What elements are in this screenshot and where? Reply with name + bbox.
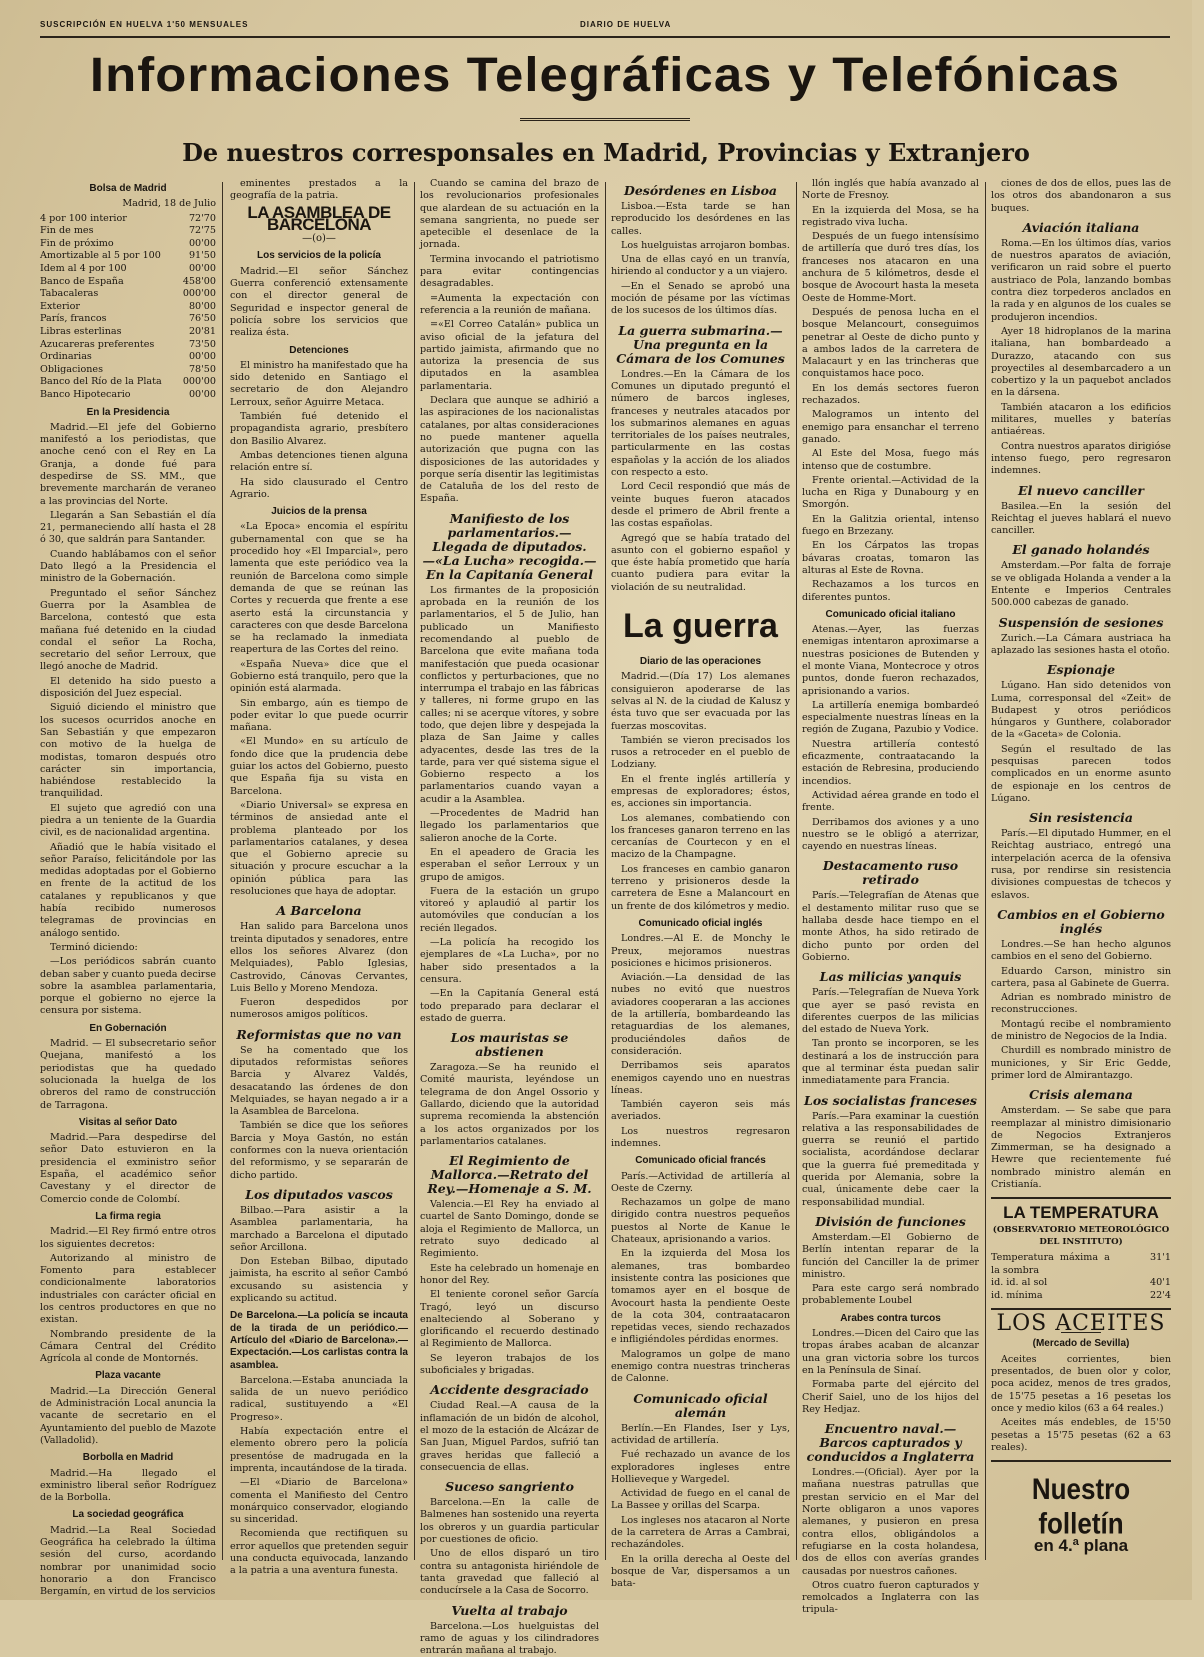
paragraph: Zurich.—La Cámara austriaca ha aplazado las sesiones hasta el otoño. [991,633,1171,658]
paragraph: También se dice que los señores Barcia y Moya Gastón, no están conformes con la nueva orientación del reformismo, y se separarán de dicho partido. [230,1120,408,1181]
paragraph: Cuando hablábamos con el señor Dato llegó a la Presidencia el ministro de la Gobernación. [40,549,216,586]
paragraph: También se vieron precisados los rusos a retroceder en el pueblo de Lodziany. [611,735,790,772]
section-heading: Los mauristas se abstienen [420,1031,599,1059]
market-row [40,213,216,226]
paragraph: También fué detenido el propagandista agrario, presbítero don Basilio Alvarez. [230,411,408,448]
paragraph: Aceites corrientes, bien presentados, de buen olor y color, poca acidez, menos de tres grados, de 15'75 pesetas a 16 pesetas los once y medio kilos (63 a 64 reales.) [991,1354,1171,1415]
title-ornament [520,118,690,121]
section-heading: Juicios de la prensa [230,506,408,518]
section-heading: Bolsa de Madrid [40,183,216,195]
temperature-value: 22'4 [1110,1290,1171,1303]
paragraph: Montagú recibe el nombramiento de ministro de Negocios de la India. [991,1019,1171,1044]
section-heading: Borbolla en Madrid [40,1452,216,1464]
temperature-label: Temperatura máxima a la sombra [991,1252,1110,1277]
market-row [40,276,216,289]
paragraph: Rechazamos a los turcos en diferentes puntos. [802,579,979,604]
market-value: 78'50 [178,364,216,377]
paragraph: Madrid.—(Día 17) Los alemanes consiguieron apoderarse de las selvas al N. de la ciudad de Kalusz y ésta tuvo que ser evacuada por las fuerzas moscovitas. [611,671,790,732]
paragraph: Otros cuatro fueron capturados y remolcados a Inglaterra con las tripula- [802,1580,979,1617]
section-heading: El ganado holandés [991,543,1171,557]
column-3 [420,178,599,1558]
paragraph: Contra nuestros aparatos dirigióse intenso fuego, pero regresaron indemnes. [991,441,1171,478]
paragraph: Madrid.—La Real Sociedad Geográfica ha celebrado la última sesión del curso, acordando nombrar por unanimidad socio honorario a don Francisco Bergamín, en virtud de los servicios [40,1525,216,1599]
paragraph: Madrid.—Para despedirse del señor Dato estuvieron en la presidencia el exministro señor España, el académico señor Cavestany y el director de Comercio conde de Colombí. [40,1132,216,1206]
paragraph: Los ingleses nos atacaron al Norte de la carretera de Arras a Cambrai, rechazándoles. [611,1515,790,1552]
paragraph: Según el resultado de las pesquisas parecen todos complicados en un enorme asunto de espionaje en los centros de Lúgano. [991,744,1171,805]
column-4 [611,178,790,1558]
column-2 [230,178,408,1558]
temperature-table [991,1252,1171,1302]
section-heading: Comunicado oficial italiano [802,609,979,621]
column-divider [414,182,415,1560]
paragraph: Adrian es nombrado ministro de reconstrucciones. [991,992,1171,1017]
market-name: Obligaciones [40,364,178,377]
paragraph: En la izquierda del Mosa los alemanes, tras bombardeo insistente contra las posiciones que tomamos ayer en el bosque de Avocourt hasta la pendiente Oeste de la cota 304, contraatacaron repetidas veces, siendo rechazados e infligiéndoles pérdidas enormes. [611,1248,790,1346]
section-heading: La guerra submarina.—Una pregunta en la Cámara de los Comunes [611,324,790,366]
paragraph: Declara que aunque se adhirió a las aspiraciones de los nacionalistas catalanes, por altas consideraciones no puede mantener aquella autorización que pugna con las disposiciones de las autoridades y porque sería disentir las legitimistas de Cataluña de los del resto de España. [420,395,599,506]
oil-title: LOS ACEITES [991,1318,1171,1330]
paragraph: Termina invocando el patriotismo para evitar contingencias desagradables. [420,254,599,291]
paragraph: En los demás sectores fueron rechazados. [802,383,979,408]
market-row [40,263,216,276]
subscription-note: SUSCRIPCIÓN EN HUELVA 1'50 MENSUALES [40,20,248,29]
paragraph: =Aumenta la expectación con referencia a la reunión de mañana. [420,293,599,318]
paragraph: El ministro ha manifestado que ha sido detenido en Santiago el secretario de don Alejandro Lerroux, señor Aguirre Metaca. [230,360,408,409]
market-value: 00'00 [178,238,216,251]
paragraph: llón inglés que había avanzado al Norte de Fresnoy. [802,178,979,203]
market-name: París, francos [40,313,178,326]
section-heading: Visitas al señor Dato [40,1117,216,1129]
paragraph: En los Cárpatos las tropas bávaras croatas, tomaron las alturas al Este de Rovna. [802,540,979,577]
paragraph: —Los periódicos sabrán cuanto deban saber y cuanto pueda decirse sobre la asamblea parlamentaria, porque el gobierno no ejerce la censura por sistema. [40,956,216,1017]
temperature-value: 31'1 [1110,1252,1171,1277]
section-heading: División de funciones [802,1215,979,1229]
paragraph: Fuera de la estación un grupo vitoreó y aplaudió al partir los automóviles que conducían a los recién llegados. [420,886,599,935]
market-name: Amortizable al 5 por 100 [40,250,178,263]
ornament: —(o)— [230,233,408,245]
market-value: 76'50 [178,313,216,326]
section-heading: Comunicado oficial inglés [611,918,790,930]
paragraph: París.—Telegrafían de Nueva York que ayer se pasó revista en diferentes cuerpos de las milicias del estado de Nueva York. [802,987,979,1036]
paragraph: «La Epoca» encomia el espíritu gubernamental con que se ha procedido hoy «El Imparcial», pero lamenta que este periódico vea la reunión de Barcelona como simple demanda de que se reúnan las Cortes y recuerda que frente a ese aserto está la circunstancia y caracteres con que desde Barcelona se ha reclamado la inmediata reapertura de las Cortes del reino. [230,521,408,656]
section-heading: Sin resistencia [991,811,1171,825]
paragraph: Añadió que le había visitado el señor Paraíso, felicitándole por las medidas adoptadas por el Gobierno en frente de la actitud de los catalanes y republicanos y que había recibido numerosos telegramas de provincias en análogo sentido. [40,842,216,940]
paragraph: Derribamos dos aviones y a uno nuestro se le obligó a aterrizar, cayendo en nuestras líneas. [802,817,979,854]
market-row [40,288,216,301]
section-heading: Vuelta al trabajo [420,1604,599,1618]
paragraph: Barcelona.—Los huelguistas del ramo de aguas y los cilindradores entrarán mañana al trabajo. [420,1621,599,1657]
paragraph: Lúgano. Han sido detenidos von Luma, corresponsal del «Zeit» de Budapest y otros periódicos húngaros y Gunthere, colaborador de la «Gaceta» de Colonia. [991,680,1171,741]
paragraph: Los firmantes de la proposición aprobada en la reunión de los parlamentarios, el 5 de Julio, han publicado un Manifiesto recomendando al pueblo de Barcelona que evite mañana toda manifestación que pueda ocasionar conflictos y perturbaciones, que no interrumpa el trabajo en las fábricas y talleres, ni forme grupo en las calles; ni se acerque vítores, y sobre todo, que dejen libre y despejada la plaza de San Jaime y calles adyacentes, desde las tres de la tarde, para ver qué sistema sigue el Gobierno respecto a los parlamentarios cuando vayan a acudir a la Asamblea. [420,585,599,806]
market-row [40,376,216,389]
paragraph: Madrid. — El subsecretario señor Quejana, manifestó a los periodistas que ha quedado solucionada la huelga de los obreros del ramo de construcción de Tarragona. [40,1038,216,1112]
paragraph: Cuando se camina del brazo de los revolucionarios profesionales que alardean de su actuación en la semana sangrienta, no puede ser apetecible el desenlace de la jornada. [420,178,599,252]
market-name: Banco Hipotecario [40,389,178,402]
column-divider [985,182,986,1560]
paragraph: Siguió diciendo el ministro que los sucesos ocurridos anoche en San Sebastián y que empezaron con motivo de la huelga de modistas, tomaron después otro carácter sin importancia, habiéndose restablecido la tranquilidad. [40,702,216,800]
market-row [40,326,216,339]
market-name: Azucareras preferentes [40,339,178,352]
paragraph: Londres.—En la Cámara de los Comunes un diputado preguntó el número de barcos ingleses, franceses y neutrales atacados por los submarinos alemanes en aguas territoriales de los países neutrales, particularmente en las costas españolas y la acción de los aliados con respecto a esto. [611,369,790,480]
paragraph: También cayeron seis más averiados. [611,1099,790,1124]
paragraph: Ciudad Real.—A causa de la inflamación de un bidón de alcohol, el mozo de la estación de Alcázar de San Juan, Miguel Pardos, sufrió tan graves heridas que falleció a consecuencia de ellas. [420,1400,599,1474]
paragraph: En la izquierda del Mosa, se ha registrado viva lucha. [802,205,979,230]
paragraph: Uno de ellos disparó un tiro contra su antagonista hiriéndole de tanta gravedad que falleció al conducírsele a la Casa de Socorro. [420,1548,599,1597]
market-value: 20'81 [178,326,216,339]
paragraph: Había expectación entre el elemento obrero pero la policía presentóse de madrugada en la imprenta, incautándose de la tirada. [230,1426,408,1475]
section-heading: Comunicado oficial francés [611,1155,790,1167]
paragraph: París.—Telegrafían de Atenas que el destamento militar ruso que se hallaba desde hace tiempo en el monte Athos, ha sido retirado de dicho punto por orden del Gobierno. [802,890,979,964]
paragraph: Nuestra artillería contestó eficazmente, contraatacando la estación de Rebresina, produciendo incendios. [802,739,979,788]
section-heading: El Regimiento de Mallorca.—Retrato del Rey.—Homenaje a S. M. [420,1154,599,1196]
war-headline: La guerra [611,606,790,646]
section-heading: En Gobernación [40,1023,216,1035]
temperature-value: 40'1 [1110,1277,1171,1290]
section-heading: Detenciones [230,345,408,357]
paragraph: París.—Para examinar la cuestión relativa a las responsabilidades de guerra se reunió el partido socialista, acordándose declarar que la guerra fué premeditada y querida por Alemania, sobre la cual, únicamente debe caer la responsabilidad mundial. [802,1111,979,1209]
market-value: 00'00 [178,389,216,402]
paragraph: —La policía ha recogido los ejemplares de «La Lucha», por no haber sido presentados a la censura. [420,937,599,986]
market-name: 4 por 100 interior [40,213,178,226]
paragraph: Eduardo Carson, ministro sin cartera, pasa al Gabinete de Guerra. [991,966,1171,991]
market-table [40,213,216,402]
market-row [40,250,216,263]
market-name: Fin de próximo [40,238,178,251]
paragraph: También atacaron a los edificios militares, muelles y baterías antiaéreas. [991,402,1171,439]
section-heading: Accidente desgraciado [420,1383,599,1397]
paragraph: Malogramos un intento del enemigo para ensanchar el terreno ganado. [802,409,979,446]
paragraph: Actividad aérea grande en todo el frente. [802,790,979,815]
section-heading: Suceso sangriento [420,1480,599,1494]
page-title: Informaciones Telegráficas y Telefónicas [6,36,1204,116]
temperature-source: (OBSERVATORIO METEOROLÓGICO DEL INSTITUTO) [991,1224,1171,1249]
section-heading: La sociedad geográfica [40,1509,216,1521]
paragraph: En el frente inglés artillería y empresas de exploradores; éstos, es, acciones sin importancia. [611,774,790,811]
divider [991,1460,1171,1462]
paragraph: Los huelguistas arrojaron bombas. [611,240,790,252]
section-heading: Crisis alemana [991,1088,1171,1102]
market-name: Libras esterlinas [40,326,178,339]
paragraph: Aviación.—La densidad de las nubes no evitó que nuestros aviadores cooperaran a las acciones de la artillería, bombardeando las retaguardias de los alemanes, produciéndoles daños de consideración. [611,972,790,1058]
paragraph: —El «Diario de Barcelona» comenta el Manifiesto del Centro monárquico conservador, elogiando su sinceridad. [230,1477,408,1526]
column-1 [40,178,216,1558]
section-heading: Arabes contra turcos [802,1313,979,1325]
section-heading: Diario de las operaciones [611,656,790,668]
section-heading: (Mercado de Sevilla) [991,1338,1171,1350]
paragraph: París.—El diputado Hummer, en el Reichtag austriaco, entregó una interpelación acerca de la ofensiva rusa, por rendirse sin resistencia divisiones compuestas de tchecos y eslavos. [991,828,1171,902]
paragraph: El detenido ha sido puesto a disposición del Juez especial. [40,676,216,701]
paragraph: Después de un fuego intensísimo de artillería que duró tres días, los franceses nos atacaron en una anchura de 5 kilómetros, desde el bosque de Avocourt hasta la meseta Oeste de Homme-Mort. [802,231,979,305]
paragraph: =«El Correo Catalán» publica un aviso oficial de la jefatura del partido jaimista, afirmando que no autoriza la presencia de sus diputados en la asamblea parlamentaria. [420,319,599,393]
market-name: Ordinarias [40,351,178,364]
market-name: Fin de mes [40,225,178,238]
market-value: 000'00 [178,376,216,389]
paragraph: Se ha comentado que los diputados reformistas señores Barcia y Alvarez Valdés, desacatando las órdenes de don Melquiades, se hayan negado a ir a la Asamblea de Barcelona. [230,1045,408,1119]
section-heading: Las milicias yanquis [802,970,979,984]
paragraph: Autorizando al ministro de Fomento para establecer condicionalmente laboratorios industriales con carácter oficial en los centros productores en que no existan. [40,1253,216,1327]
section-heading: Espionaje [991,663,1171,677]
paragraph: Zaragoza.—Se ha reunido el Comité maurista, leyéndose un telegrama de don Angel Ossorio y Gallardo, diciendo que la autoridad suprema recomienda la abstención a los actos organizados por los parlamentarios catalanes. [420,1062,599,1148]
paragraph: Ayer 18 hidroplanos de la marina italiana, han bombardeado a Durazzo, atacando con sus proyectiles al desembarcadero a un cobertizo y la un paquebot anclados en la dársena. [991,326,1171,400]
section-heading: El nuevo canciller [991,484,1171,498]
paragraph: Basilea.—En la sesión del Reichtag el jueves hablará el nuevo canciller. [991,501,1171,538]
dateline: Madrid, 18 de Julio [40,198,216,210]
paragraph: Lisboa.—Esta tarde se han reproducido los desórdenes en las calles. [611,201,790,238]
section-heading: La firma regia [40,1211,216,1223]
market-value: 00'00 [178,263,216,276]
paragraph: Lord Cecil respondió que más de veinte buques fueron atacados desde el primero de Abril frente a las costas españolas. [611,481,790,530]
paragraph: —En el Senado se aprobó una moción de pésame por las víctimas de los sucesos de los últimos días. [611,281,790,318]
paragraph: La artillería enemiga bombardeó especialmente nuestras líneas en la región de Zugana, Pazubio y Vodice. [802,700,979,737]
section-heading: De Barcelona.—La policía se incauta de la tirada de un periódico.—Artículo del «Diario de Barcelona».—Expectación.—Los carlistas contra la asamblea. [230,1310,408,1371]
paragraph: Llegarán a San Sebastián el día 21, permaneciendo allí hasta el 28 ó 30, que saldrán para Santander. [40,510,216,547]
section-heading: Destacamento ruso retirado [802,859,979,887]
market-value: 458'00 [178,276,216,289]
paragraph: Bilbao.—Para asistir a la Asamblea parlamentaria, ha marchado a Barcelona el diputado señor Arcillona. [230,1205,408,1254]
column-5 [802,178,979,1558]
market-value: 00'00 [178,351,216,364]
paragraph: Valencia.—El Rey ha enviado al cuartel de Santo Domingo, donde se aloja el Regimiento de Mallorca, un retrato suyo dedicado al Regimiento. [420,1199,599,1260]
paragraph: —Procedentes de Madrid han llegado los parlamentarios que salieron anoche de la Corte. [420,808,599,845]
paragraph: Don Esteban Bilbao, diputado jaimista, ha escrito al señor Cambó excusando su asistencia y explicando su actitud. [230,1256,408,1305]
paragraph: Ambas detenciones tienen alguna relación entre sí. [230,450,408,475]
paragraph: Los nuestros regresaron indemnes. [611,1126,790,1151]
paragraph: Rechazamos un golpe de mano dirigido contra nuestros pequeños puestos al Norte de Kanue le Chateaux, aprisionando a varios. [611,1197,790,1246]
paragraph: Londres.—Se han hecho algunos cambios en el seno del Gobierno. [991,939,1171,964]
market-name: Banco del Río de la Plata [40,376,178,389]
masthead-note: DIARIO DE HUELVA [580,20,671,29]
section-heading: Desórdenes en Lisboa [611,184,790,198]
paragraph: Amsterdam.—El Gobierno de Berlín intentan reparar de la función del Canciller la de primer ministro. [802,1232,979,1281]
paragraph: Se leyeron trabajos de los suboficiales y brigadas. [420,1353,599,1378]
serial-notice: Nuestro folletín [991,1472,1171,1541]
serial-page: en 4.ª plana [991,1540,1171,1552]
market-value: 72'75 [178,225,216,238]
paragraph: Frente oriental.—Actividad de la lucha en Riga y Dunabourg y en Smorgón. [802,475,979,512]
temperature-label: id. mínima [991,1290,1110,1303]
paragraph: Agregó que se había tratado del asunto con el gobierno español y que éste había prometido que haría cuanto pudiera para evitar la violación de su neutralidad. [611,533,790,594]
paragraph: Preguntado el señor Sánchez Guerra por la Asamblea de Barcelona, contestó que esta mañana fué detenido en la ciudad condal el señor La Rocha, secretario del señor Lerroux, que llegó anoche de Madrid. [40,588,216,674]
paragraph: Atenas.—Ayer, las fuerzas enemigas intentaron aproximarse a nuestras posiciones de Butenden y el monte Viana, Montecroce y otros puntos, donde fueron rechazados, aprisionando a varios. [802,624,979,698]
market-row [40,301,216,314]
market-value: 80'00 [178,301,216,314]
paragraph: Churdill es nombrado ministro de municiones, y Sir Eric Gedde, primer lord de Almirantazgo. [991,1045,1171,1082]
column-divider [796,182,797,1560]
section-heading: Los diputados vascos [230,1188,408,1202]
paragraph: Los alemanes, combatiendo con los franceses ganaron terreno en las cercanías de Courtecon y en el macizo de la Champagne. [611,813,790,862]
paragraph: Los franceses en cambio ganaron terreno y prisioneros desde la carretera de Esne a Malancourt en un frente de dos kilómetros y medio. [611,864,790,913]
market-row [40,389,216,402]
market-value: 73'50 [178,339,216,352]
temperature-title: LA TEMPERATURA [991,1207,1171,1219]
market-value: 000'00 [178,288,216,301]
temperature-row [991,1290,1171,1303]
paragraph: Londres.—(Oficial). Ayer por la mañana nuestras patrullas que prestan servicio en el Mar del Norte obligaron a unos vapores alemanes, y pusieron en presa contra ellos, obligándolos a refugiarse en la costa holandesa, dos de ellos con averías grandes causadas por nuestros cañones. [802,1467,979,1578]
paragraph: Amsterdam. — Se sabe que para reemplazar al ministro dimisionario de Negocios Extranjeros Zimmerman, se ha designado a Hewre que recientemente fué nombrado ministro alemán en Cristianía. [991,1105,1171,1191]
paragraph: «Diario Universal» se expresa en términos de ansiedad ante el problema planteado por los parlamentarios catalanes, y desea que el Gobierno aprecie su situación y procure escuchar a la opinión pública para las resoluciones que haya de adoptar. [230,800,408,898]
paragraph: Madrid.—Ha llegado el exministro liberal señor Rodríguez de la Borbolla. [40,1468,216,1505]
temperature-row [991,1252,1171,1277]
section-heading: Plaza vacante [40,1370,216,1382]
market-value: 72'70 [178,213,216,226]
paragraph: Madrid.—El Rey firmó entre otros los siguientes decretos: [40,1226,216,1251]
section-heading: Encuentro naval.—Barcos capturados y conducidos a Inglaterra [802,1422,979,1464]
temperature-label: id. id. al sol [991,1277,1110,1290]
paragraph: Nombrando presidente de la Cámara Central del Crédito Agrícola al conde de Montornés. [40,1329,216,1366]
paragraph: «España Nueva» dice que el Gobierno está tranquilo, pero que la opinión está alarmada. [230,659,408,696]
paragraph: París.—Actividad de artillería al Oeste de Czerny. [611,1171,790,1196]
paragraph: Terminó diciendo: [40,942,216,954]
paragraph: Recomienda que rectifiquen su error aquellos que pretenden seguir una conducta equivocada, lanzando a la patria a una aventura funesta. [230,1528,408,1577]
page-subtitle: De nuestros corresponsales en Madrid, Provincias y Extranjero [60,130,1152,176]
paragraph: «El Mundo» en su artículo de fondo dice que la prudencia debe guiar los actos del Gobierno, puesto que España fija su vista en Barcelona. [230,736,408,797]
market-row [40,225,216,238]
paragraph: Fué rechazado un avance de los exploradores ingleses entre Hollieveque y Wargedel. [611,1449,790,1486]
market-row [40,238,216,251]
paragraph: Barcelona.—En la calle de Balmenes han sostenido una reyerta los obreros y un guardia particular por cuestiones de oficio. [420,1497,599,1546]
paragraph: Londres.—Dicen del Cairo que las tropas árabes acaban de alcanzar una gran victoria sobre los turcos en la Península de Sinaí. [802,1328,979,1377]
section-heading: Manifiesto de los parlamentarios.—Llegada de diputados.—«La Lucha» recogida.—En la Capitanía General [420,512,599,582]
paragraph: Este ha celebrado un homenaje en honor del Rey. [420,1263,599,1288]
section-heading: Los socialistas franceses [802,1094,979,1108]
paragraph: Madrid.—La Dirección General de Administración Local anuncia la vacante de secretario en el Ayuntamiento del pueblo de Mazote (Valladolid). [40,1386,216,1447]
paragraph: Amsterdam.—Por falta de forraje se ve obligada Holanda a vender a la Entente e Imperios Centrales 500.000 cabezas de ganado. [991,560,1171,609]
paragraph: En la Galitzia oriental, intenso fuego en Brzezany. [802,514,979,539]
paragraph: Sin embargo, aún es tiempo de poder evitar lo que puede ocurrir mañana. [230,698,408,735]
market-name: Banco de España [40,276,178,289]
paragraph: Derribamos seis aparatos enemigos cayendo uno en nuestras líneas. [611,1060,790,1097]
column-6 [991,178,1171,1558]
paragraph: El teniente coronel señor García Tragó, leyó un discurso enalteciendo al Soberano y glorificando el recuerdo destinado al Regimiento de Mallorca. [420,1289,599,1350]
divider [991,1197,1171,1199]
section-heading: Comunicado oficial alemán [611,1392,790,1420]
paragraph: Tan pronto se incorporen, se les destinará a los de instrucción para que al terminar ésta puedan salir inmediatamente para Francia. [802,1038,979,1087]
section-heading: Cambios en el Gobierno inglés [991,908,1171,936]
paragraph: En el apeadero de Gracia les esperaban el señor Lerroux y un grupo de amigos. [420,847,599,884]
market-row [40,351,216,364]
top-strip [40,16,1172,36]
paragraph: Al Este del Mosa, fuego más intenso que de costumbre. [802,448,979,473]
section-heading: Aviación italiana [991,221,1171,235]
market-name: Tabacaleras [40,288,178,301]
market-row [40,313,216,326]
section-heading: Los servicios de la policía [230,250,408,262]
paragraph: —En la Capitanía General está todo preparado para declarar el estado de guerra. [420,988,599,1025]
paragraph: En la orilla derecha al Oeste del bosque de Var, dispersamos a un bata- [611,1554,790,1591]
market-value: 91'50 [178,250,216,263]
paragraph: Berlín.—En Flandes, Iser y Lys, actividad de artillería. [611,1423,790,1448]
section-heading: Suspensión de sesiones [991,616,1171,630]
market-row [40,339,216,352]
section-banner: LA ASAMBLEA DE BARCELONA [230,207,408,232]
paragraph: El sujeto que agredió con una piedra a un teniente de la Guardia civil, es de nacionalidad argentina. [40,803,216,840]
paragraph: Barcelona.—Estaba anunciada la salida de un nuevo periódico radical, sustituyendo a «El Progreso». [230,1375,408,1424]
paragraph: Para este cargo será nombrado probablemente Loubel [802,1283,979,1308]
column-divider [222,182,223,1560]
paragraph: Han salido para Barcelona unos treinta diputados y senadores, entre ellos los señores Alvarez (don Melquiades), Pablo Iglesias, Castrovido, Cánovas Cervantes, Luis Bello y Moreno Mendoza. [230,921,408,995]
paragraph: Una de ellas cayó en un tranvía, hiriendo al conductor y a un viajero. [611,254,790,279]
paragraph: Actividad de fuego en el canal de La Bassee y orillas del Scarpa. [611,1488,790,1513]
paragraph: Londres.—Al E. de Monchy le Preux, mejoramos nuestras posiciones e hicimos prisioneros. [611,933,790,970]
market-row [40,364,216,377]
paragraph: Formaba parte del ejército del Cherif Saiel, uno de los hijos del Rey Hedjaz. [802,1379,979,1416]
column-divider [605,182,606,1560]
paragraph: Después de penosa lucha en el bosque Melancourt, conseguimos penetrar al Oeste de dicho punto y a ambos lados de la carretera de Malacaurt y en las trincheras que conquistamos hace poco. [802,307,979,381]
paragraph: Ha sido clausurado el Centro Agrario. [230,477,408,502]
paragraph: Aceites más endebles, de 15'50 pesetas a 15'75 pesetas (62 a 63 reales). [991,1417,1171,1454]
market-name: Exterior [40,301,178,314]
divider [991,1308,1171,1310]
section-heading: En la Presidencia [40,407,216,419]
section-heading: Reformistas que no van [230,1028,408,1042]
market-name: Idem al 4 por 100 [40,263,178,276]
paragraph: Malogramos un golpe de mano enemigo contra nuestras trincheras de Calonne. [611,1349,790,1386]
paragraph: Roma.—En los últimos días, varios de nuestros aparatos de aviación, verificaron un raid sobre el puerto austriaco de Pola, lanzando bombas contra diez torpederos anclados en la rada y en algunos de los cuales se produjeron incendios. [991,238,1171,324]
paragraph: ciones de dos de ellos, pues las de los otros dos abandonaron a sus buques. [991,178,1171,215]
paragraph: eminentes prestados a la geografía de la patria. [230,178,408,203]
section-heading: A Barcelona [230,904,408,918]
paragraph: Madrid.—El señor Sánchez Guerra conferenció extensamente con el director general de Seguridad e inspector general de policía sobre los servicios que realiza ésta. [230,266,408,340]
paragraph: Fueron despedidos por numerosos amigos políticos. [230,997,408,1022]
paragraph: Madrid.—El jefe del Gobierno manifestó a los periodistas, que anoche cenó con el Rey en La Granja, a donde fué para despedirse de SS. MM., que brevemente marcharán de veraneo a las provincias del Norte. [40,422,216,508]
temperature-row [991,1277,1171,1290]
